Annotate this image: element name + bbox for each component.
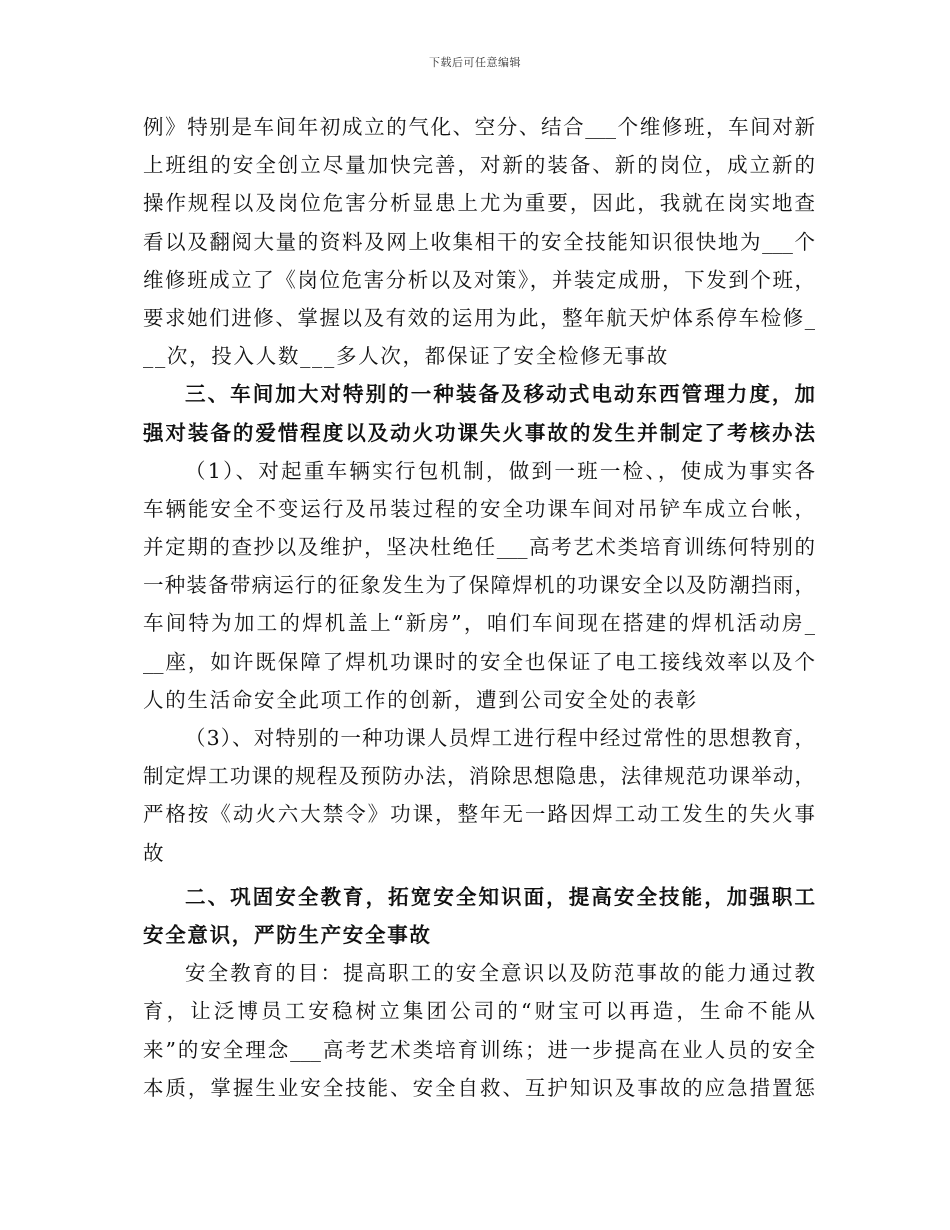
body-line: 车辆能安全不变运行及吊装过程的安全功课车间对吊铲车成立台帐， [143, 496, 815, 521]
body-line: 制定焊工功课的规程及预防办法，消除思想隐患，法律规范功课举动， [143, 764, 815, 789]
body-line: 并定期的查抄以及维护，坚决杜绝任___高考艺术类培育训练何特别的 [143, 535, 815, 560]
body-line: 严格按《动火六大禁令》功课，整年无一路因焊工动工发生的失火事 [143, 802, 815, 827]
body-line: （3）、对特别的一种功课人员焊工进行程中经过常性的思想教育， [185, 726, 815, 750]
body-line: （1）、对起重车辆实行包机制，做到一班一检、，使成为事实各 [185, 458, 815, 483]
body-line: __次，投入人数___多人次，都保证了安全检修无事故 [143, 344, 669, 369]
body-line: 例》特别是车间年初成立的气化、空分、结合___个维修班，车间对新 [143, 115, 815, 139]
section-heading-line: 二、巩固安全教育，拓宽安全知识面，提高安全技能，加强职工 [185, 884, 815, 909]
body-line: 育，让泛博员工安稳树立集团公司的“财宝可以再造，生命不能从 [143, 999, 815, 1024]
document-body [143, 108, 815, 1107]
body-line: 安全教育的目：提高职工的安全意识以及防范事故的能力通过教 [185, 961, 815, 986]
body-line: 操作规程以及岗位危害分析显患上尤为重要，因此，我就在岗实地查 [143, 191, 815, 216]
section-heading-line: 安全意识，严防生产安全事故 [143, 922, 432, 947]
body-line: 本质，掌握生业安全技能、安全自救、互护知识及事故的应急措置惩 [143, 1075, 815, 1100]
body-line: 故 [143, 840, 166, 865]
body-line: 要求她们进修、掌握以及有效的运用为此，整年航天炉体系停车检修_ [143, 305, 815, 330]
body-line: 维修班成立了《岗位危害分析以及对策》，并装定成册，下发到个班， [143, 267, 815, 292]
body-line: __座，如许既保障了焊机功课时的安全也保证了电工接线效率以及个 [143, 649, 815, 674]
body-line: 看以及翻阅大量的资料及网上收集相干的安全技能知识很快地为___个 [143, 229, 815, 254]
body-line: 人的生活命安全此项工作的创新，遭到公司安全处的表彰 [143, 687, 698, 712]
page-header-note: 下载后可任意编辑 [429, 56, 521, 69]
body-line: 一种装备带病运行的征象发生为了保障焊机的功课安全以及防潮挡雨， [143, 573, 815, 598]
body-line: 车间特为加工的焊机盖上“新房”，咱们车间现在搭建的焊机活动房_ [143, 611, 815, 636]
body-line: 上班组的安全创立尽量加快完善，对新的装备、新的岗位，成立新的 [143, 153, 815, 178]
section-heading-line: 三、车间加大对特别的一种装备及移动式电动东西管理力度，加 [185, 382, 815, 407]
body-line: 来”的安全理念___高考艺术类培育训练；进一步提高在业人员的安全 [143, 1037, 815, 1062]
section-heading-line: 强对装备的爱惜程度以及动火功课失火事故的发生并制定了考核办法 [143, 420, 815, 445]
